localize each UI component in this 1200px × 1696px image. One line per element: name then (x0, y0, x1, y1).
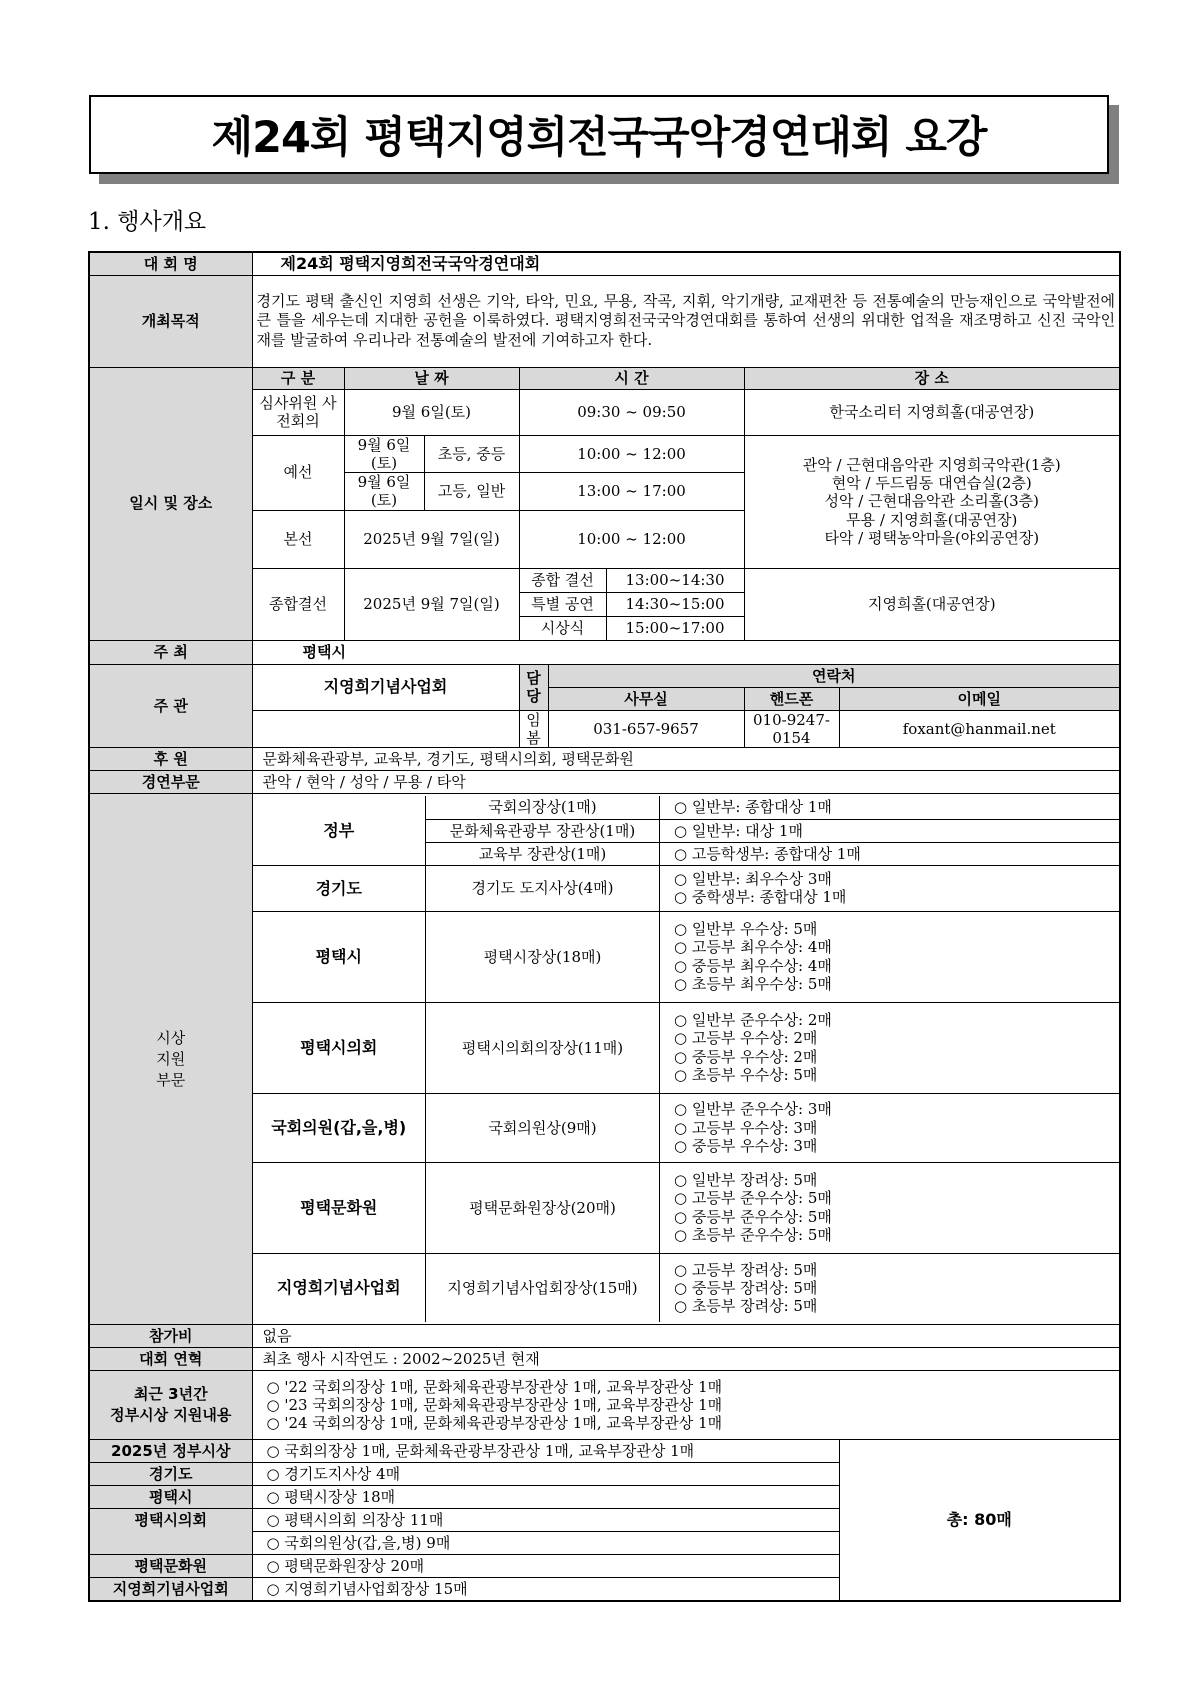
award-name: 평택시의회의장상(11매) (426, 1002, 660, 1093)
award-name: 문화체육관광부 장관상(1매) (426, 819, 660, 842)
prelim-date-1: 9월 6일(토) (344, 435, 424, 473)
award-detail-line: ○ 중등부 우수상: 3매 (674, 1136, 818, 1155)
summary-total: 총: 80매 (839, 1440, 1120, 1601)
award-name: 교육부 장관상(1매) (426, 842, 660, 865)
awards-panel (252, 794, 1120, 1325)
summary-label: 경기도 (89, 1463, 252, 1486)
organizer-blank (252, 710, 519, 748)
summary-label: 지영희기념사업회 (89, 1578, 252, 1601)
summary-value: ○ 평택시장상 18매 (252, 1486, 839, 1509)
contact-header-email: 이메일 (839, 687, 1120, 710)
summary-label: 평택시의회 (89, 1509, 252, 1555)
grand-final-item-time: 14:30~15:00 (606, 592, 744, 616)
award-detail-line: ○ 중등부 장려상: 5매 (674, 1278, 818, 1297)
recent-label (89, 1371, 252, 1440)
award-detail (660, 819, 1120, 842)
organizer-contact-label: 연락처 (548, 664, 1120, 687)
organizer-email: foxant@hanmail.net (839, 710, 1120, 748)
organizer-manager: 임봄 (519, 710, 548, 748)
award-org: 경기도 (253, 865, 426, 911)
award-org: 평택시 (253, 911, 426, 1002)
award-detail-line: ○ 고등부 최우수상: 4매 (674, 938, 832, 957)
award-detail-line: ○ 고등부 우수상: 2매 (674, 1029, 818, 1048)
award-detail-line: ○ 일반부: 최우수상 3매 (674, 869, 832, 888)
award-detail-line: ○ 초등부 장려상: 5매 (674, 1297, 818, 1316)
award-detail-line: ○ 중등부 준우수상: 5매 (674, 1207, 832, 1226)
grand-final-type: 종합결선 (252, 568, 344, 640)
grand-final-item-name: 특별 공연 (519, 592, 606, 616)
host-value: 평택시 (252, 640, 1120, 664)
award-detail (660, 796, 1120, 819)
award-org: 평택문화원 (253, 1162, 426, 1253)
summary-value: ○ 평택시의회 의장상 11매 (252, 1509, 839, 1532)
prelim-time-1: 10:00 ~ 12:00 (519, 435, 744, 473)
award-detail (660, 1162, 1120, 1253)
grand-final-item-time: 13:00~14:30 (606, 568, 744, 592)
summary-value: ○ 국회의원상(갑,을,병) 9매 (252, 1532, 839, 1555)
award-detail-line: ○ 중학생부: 종합대상 1매 (674, 888, 847, 907)
award-detail-line: ○ 중등부 최우수상: 4매 (674, 956, 832, 975)
award-detail-line: ○ 일반부: 종합대상 1매 (674, 798, 832, 817)
schedule-header-place: 장 소 (744, 367, 1120, 389)
venue-item: 성악 / 근현대음악관 소리홀(3층) (824, 492, 1040, 511)
contact-header-mobile: 핸드폰 (744, 687, 839, 710)
prelim-date-2: 9월 6일(토) (344, 473, 424, 511)
awards-label-line: 부문 (156, 1070, 186, 1089)
schedule-header-type: 구 분 (252, 367, 344, 389)
organizer-office: 031-657-9657 (548, 710, 744, 748)
history-value: 최초 행사 시작연도 : 2002~2025년 현재 (252, 1348, 1120, 1371)
award-detail-line: ○ 고등부 준우수상: 5매 (674, 1189, 832, 1208)
section-heading: 1. 행사개요 (88, 209, 207, 235)
judges-meeting-time: 09:30 ~ 09:50 (519, 389, 744, 435)
judges-meeting-date: 9월 6일(토) (344, 389, 519, 435)
award-detail-line: ○ 초등부 우수상: 5매 (674, 1066, 818, 1085)
purpose-label: 개최목적 (89, 275, 252, 367)
sponsor-value: 문화체육관광부, 교육부, 경기도, 평택시의회, 평택문화원 (252, 748, 1120, 771)
organizer-label: 주 관 (89, 664, 252, 748)
document-title: 제24회 평택지영희전국국악경연대회 요강 (89, 95, 1109, 174)
award-detail (660, 865, 1120, 911)
event-name-label: 대 회 명 (89, 252, 252, 275)
recent-label-line: 정부시상 지원내용 (110, 1406, 232, 1425)
award-detail (660, 842, 1120, 865)
summary-value: ○ 경기도지사상 4매 (252, 1463, 839, 1486)
fee-label: 참가비 (89, 1325, 252, 1348)
recent-list (252, 1371, 1120, 1440)
judges-meeting-place: 한국소리터 지영희홀(대공연장) (744, 389, 1120, 435)
awards-label (89, 794, 252, 1325)
final-date: 2025년 9월 7일(일) (344, 510, 519, 568)
summary-label: 평택문화원 (89, 1555, 252, 1578)
final-time: 10:00 ~ 12:00 (519, 510, 744, 568)
prelim-type: 예선 (252, 435, 344, 510)
prelim-group-2: 고등, 일반 (424, 473, 519, 511)
schedule-header-date: 날 짜 (344, 367, 519, 389)
purpose-text: 경기도 평택 출신인 지영희 선생은 기악, 타악, 민요, 무용, 작곡, 지휘, 악기개량, 교재편찬 등 전통예술의 만능재인으로 국악발전에 큰 틀을 세우는데 지대한 공헌을 이룩하였다. 평택지영희전국국악경연대회를 통하여 선생의 위대한 업적을 재조명하고 신진 국악인재를 발굴하여 우리나라 전통예술의 발전에 기여하고자 한다. (252, 275, 1120, 367)
award-detail-line: ○ 초등부 최우수상: 5매 (674, 975, 832, 994)
awards-table (253, 796, 1120, 1322)
venue-list (744, 435, 1120, 568)
award-detail-line: ○ 일반부 장려상: 5매 (674, 1171, 818, 1190)
overview-table (88, 251, 1121, 1602)
grand-final-date: 2025년 9월 7일(일) (344, 568, 519, 640)
award-org: 지영희기념사업회 (253, 1253, 426, 1322)
venue-item: 무용 / 지영희홀(대공연장) (846, 510, 1018, 529)
organizer-mobile: 010-9247-0154 (744, 710, 839, 748)
recent-item: ○ '22 국회의장상 1매, 문화체육관광부장관상 1매, 교육부장관상 1매 (266, 1377, 723, 1396)
contact-header-office: 사무실 (548, 687, 744, 710)
sponsor-label: 후 원 (89, 748, 252, 771)
award-detail (660, 1093, 1120, 1162)
summary-value: ○ 국회의장상 1매, 문화체육관광부장관상 1매, 교육부장관상 1매 (252, 1440, 839, 1463)
award-name: 국회의장상(1매) (426, 796, 660, 819)
event-name-value: 제24회 평택지영희전국국악경연대회 (252, 252, 1120, 275)
award-detail-line: ○ 고등학생부: 종합대상 1매 (674, 844, 861, 863)
organizer-value: 지영희기념사업회 (252, 664, 519, 710)
venue-item: 관악 / 근현대음악관 지영희국악관(1층) (802, 455, 1061, 474)
host-label: 주 최 (89, 640, 252, 664)
awards-label-line: 시상 (156, 1028, 186, 1047)
recent-label-line: 최근 3년간 (133, 1385, 208, 1404)
award-detail-line: ○ 일반부 준우수상: 3매 (674, 1100, 832, 1119)
schedule-header-time: 시 간 (519, 367, 744, 389)
prelim-time-2: 13:00 ~ 17:00 (519, 473, 744, 511)
grand-final-place: 지영희홀(대공연장) (744, 568, 1120, 640)
summary-label: 2025년 정부시상 (89, 1440, 252, 1463)
award-detail (660, 1002, 1120, 1093)
schedule-label: 일시 및 장소 (89, 367, 252, 640)
award-name: 평택문화원장상(20매) (426, 1162, 660, 1253)
divisions-value: 관악 / 현악 / 성악 / 무용 / 타악 (252, 771, 1120, 794)
summary-label: 평택시 (89, 1486, 252, 1509)
judges-meeting-type: 심사위원 사전회의 (252, 389, 344, 435)
award-detail-line: ○ 일반부: 대상 1매 (674, 821, 803, 840)
grand-final-item-name: 시상식 (519, 616, 606, 640)
venue-item: 현악 / 두드림동 대연습실(2층) (831, 474, 1032, 493)
history-label: 대회 연혁 (89, 1348, 252, 1371)
divisions-label: 경연부문 (89, 771, 252, 794)
award-org: 정부 (253, 796, 426, 865)
grand-final-item-time: 15:00~17:00 (606, 616, 744, 640)
award-name: 지영희기념사업회장상(15매) (426, 1253, 660, 1322)
summary-value: ○ 지영희기념사업회장상 15매 (252, 1578, 839, 1601)
award-name: 평택시장상(18매) (426, 911, 660, 1002)
summary-value: ○ 평택문화원장상 20매 (252, 1555, 839, 1578)
award-detail (660, 911, 1120, 1002)
award-detail-line: ○ 일반부 준우수상: 2매 (674, 1011, 832, 1030)
recent-item: ○ '24 국회의장상 1매, 문화체육관광부장관상 1매, 교육부장관상 1매 (266, 1414, 723, 1433)
prelim-group-1: 초등, 중등 (424, 435, 519, 473)
award-detail-line: ○ 고등부 우수상: 3매 (674, 1118, 818, 1137)
fee-value: 없음 (252, 1325, 1120, 1348)
award-name: 국회의원상(9매) (426, 1093, 660, 1162)
award-detail-line: ○ 초등부 준우수상: 5매 (674, 1226, 832, 1245)
venue-item: 타악 / 평택농악마을(야외공연장) (824, 529, 1040, 548)
award-detail-line: ○ 일반부 우수상: 5매 (674, 920, 818, 939)
awards-label-line: 지원 (156, 1049, 186, 1068)
organizer-manager-label: 담당 (519, 664, 548, 710)
final-type: 본선 (252, 510, 344, 568)
award-detail-line: ○ 고등부 장려상: 5매 (674, 1260, 818, 1279)
award-org: 평택시의회 (253, 1002, 426, 1093)
award-name: 경기도 도지사상(4매) (426, 865, 660, 911)
grand-final-item-name: 종합 결선 (519, 568, 606, 592)
award-detail (660, 1253, 1120, 1322)
award-org: 국회의원(갑,을,병) (253, 1093, 426, 1162)
recent-item: ○ '23 국회의장상 1매, 문화체육관광부장관상 1매, 교육부장관상 1매 (266, 1396, 723, 1415)
award-detail-line: ○ 중등부 우수상: 2매 (674, 1047, 818, 1066)
